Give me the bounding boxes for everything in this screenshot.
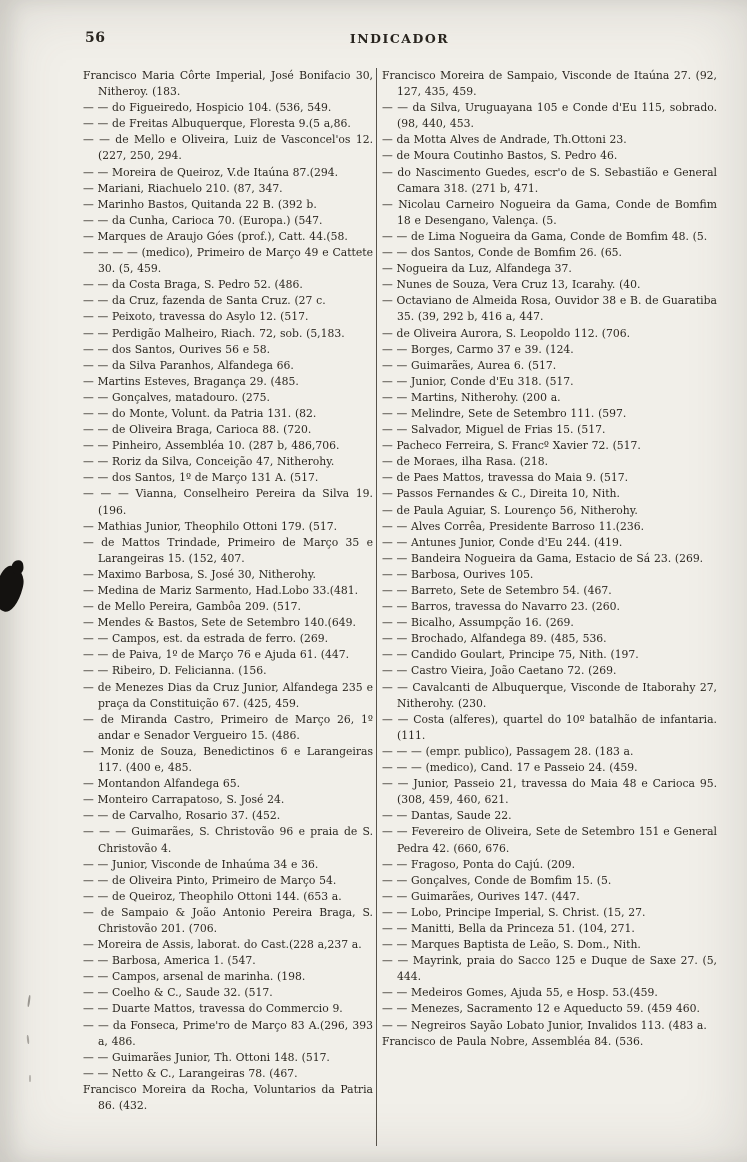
- index-entry: — — Dantas, Saude 22.: [382, 809, 512, 823]
- index-entry: — — Borges, Carmo 37 e 39. (124.: [382, 342, 574, 356]
- scan-speck: [27, 995, 31, 1007]
- index-entry: — — Bandeira Nogueira da Gama, Estacio de Sá 23. (269.: [382, 551, 704, 565]
- index-entry: Francisco Moreira de Sampaio, Visconde de Itaúna 27. (92, 127, 435, 459.: [382, 69, 717, 99]
- index-entry: — de Paula Aguiar, S. Lourenço 56, Nitherohy.: [382, 503, 638, 517]
- index-entry: — — Duarte Mattos, travessa do Commercio 9.: [83, 1002, 343, 1016]
- index-entry: — — — Guimarães, S. Christovão 96 e praia de S. Christovão 4.: [83, 825, 373, 855]
- index-entry: — — Barreto, Sete de Setembro 54. (467.: [382, 584, 612, 597]
- index-entry: — Nicolau Carneiro Nogueira da Gama, Conde de Bomfim 18 e Desengano, Valença. (5.: [382, 197, 717, 227]
- index-entry: — — Antunes Junior, Conde d'Eu 244. (419.: [382, 535, 623, 549]
- index-entry: — — da Silva, Uruguayana 105 e Conde d'Eu 115, sobrado. (98, 440, 453.: [382, 101, 717, 131]
- index-entry: — Moreira de Assis, laborat. do Cast.(228 a,237 a.: [83, 938, 362, 952]
- index-entry: — — Gonçalves, matadouro. (275.: [83, 390, 270, 404]
- index-entry: — — Negreiros Sayão Lobato Junior, Invalidos 113. (483 a.: [382, 1018, 707, 1032]
- ink-blot-artifact: [0, 564, 27, 615]
- index-entry: — — de Queiroz, Theophilo Ottoni 144. (653 a.: [83, 889, 342, 903]
- index-entry: — — Cavalcanti de Albuquerque, Visconde de Itaborahy 27, Nitherohy. (230.: [382, 680, 717, 710]
- index-entry: — de Miranda Castro, Primeiro de Março 26, 1º andar e Senador Vergueiro 15. (486.: [83, 712, 373, 742]
- left-column: [83, 68, 373, 1146]
- index-entry: — — — (empr. publico), Passagem 28. (183 a.: [382, 744, 634, 758]
- index-entry: — — Guimarães, Ourives 147. (447.: [382, 889, 580, 903]
- index-entry: — de Sampaio & João Antonio Pereira Braga, S. Christovão 201. (706.: [83, 905, 373, 935]
- index-entry: Francisco Moreira da Rocha, Voluntarios da Patria 86. (432.: [83, 1082, 373, 1112]
- index-entry: — — de Freitas Albuquerque, Floresta 9.(5 a,86.: [83, 117, 351, 131]
- index-entry: — — Junior, Passeio 21, travessa do Maia 48 e Carioca 95. (308, 459, 460, 621.: [382, 777, 717, 807]
- index-entry: — Mariani, Riachuelo 210. (87, 347.: [83, 181, 283, 195]
- index-entry: — — Guimarães Junior, Th. Ottoni 148. (517.: [83, 1050, 330, 1064]
- text-columns: [83, 68, 717, 1146]
- index-entry: — — Moreira de Queiroz, V.de Itaúna 87.(294.: [83, 165, 339, 179]
- index-entry: — Monteiro Carrapatoso, S. José 24.: [83, 793, 285, 807]
- index-entry: — — — (medico), Cand. 17 e Passeio 24. (459.: [382, 761, 638, 775]
- index-entry: — — dos Santos, Conde de Bomfim 26. (65.: [382, 246, 622, 260]
- index-entry: — — Campos, arsenal de marinha. (198.: [83, 970, 306, 984]
- index-entry: — Nogueira da Luz, Alfandega 37.: [382, 262, 572, 276]
- index-entry: — — Bicalho, Assumpção 16. (269.: [382, 616, 574, 630]
- index-entry: — — Alves Corrêa, Presidente Barroso 11.(236.: [382, 519, 645, 533]
- index-entry: — — de Paiva, 1º de Março 76 e Ajuda 61. (447.: [83, 648, 350, 662]
- index-entry: — — Mayrink, praia do Sacco 125 e Duque de Saxe 27. (5, 444.: [382, 954, 717, 984]
- index-entry: — do Nascimento Guedes, escr'o de S. Sebastião e General Camara 318. (271 b, 471.: [382, 165, 717, 195]
- index-entry: — Marques de Araujo Góes (prof.), Catt. 44.(58.: [83, 229, 348, 243]
- index-entry: — — de Mello e Oliveira, Luiz de Vasconcel'os 12. (227, 250, 294.: [83, 133, 373, 163]
- right-column: [377, 68, 717, 1146]
- index-entry: — — Barros, travessa do Navarro 23. (260.: [382, 600, 620, 614]
- index-entry: — — da Silva Paranhos, Alfandega 66.: [83, 358, 294, 372]
- index-entry: — — Fevereiro de Oliveira, Sete de Setembro 151 e General Pedra 42. (660, 676.: [382, 825, 717, 855]
- index-entry: — — Perdigão Malheiro, Riach. 72, sob. (5,183.: [83, 326, 345, 340]
- index-entry: — — — Vianna, Conselheiro Pereira da Silva 19. (196.: [83, 487, 373, 517]
- index-entry: — — Junior, Visconde de Inhaúma 34 e 36.: [83, 857, 319, 871]
- index-entry: — — Manitti, Bella da Princeza 51. (104, 271.: [382, 921, 635, 935]
- index-entry: — Marinho Bastos, Quitanda 22 B. (392 b.: [83, 197, 317, 211]
- index-entry: — — Pinheiro, Assembléa 10. (287 b, 486,706.: [83, 439, 340, 453]
- index-entry: — — Lobo, Principe Imperial, S. Christ. (15, 27.: [382, 905, 646, 919]
- index-entry: — — de Oliveira Braga, Carioca 88. (720.: [83, 423, 312, 437]
- index-entry: — Medina de Mariz Sarmento, Had.Lobo 33.(481.: [83, 584, 359, 597]
- index-entry: — — de Carvalho, Rosario 37. (452.: [83, 809, 281, 823]
- index-entry: — — Campos, est. da estrada de ferro. (269.: [83, 632, 329, 646]
- index-entry: Francisco Maria Côrte Imperial, José Bonifacio 30, Nitheroy. (183.: [83, 69, 373, 99]
- index-entry: — — da Costa Braga, S. Pedro 52. (486.: [83, 278, 303, 292]
- index-entry: — Passos Fernandes & C., Direita 10, Nith.: [382, 487, 620, 501]
- index-entry: — de Menezes Dias da Cruz Junior, Alfandega 235 e praça da Constituição 67. (425, 459.: [83, 680, 373, 710]
- index-entry: — — Martins, Nitherohy. (200 a.: [382, 390, 561, 404]
- index-entry: — — dos Santos, 1º de Março 131 A. (517.: [83, 471, 319, 485]
- index-entry: — Octaviano de Almeida Rosa, Ouvidor 38 e B. de Guaratiba 35. (39, 292 b, 416 a, 447.: [382, 294, 717, 324]
- index-entry: Francisco de Paula Nobre, Assembléa 84. (536.: [382, 1034, 644, 1048]
- index-entry: — — Barbosa, Ourives 105.: [382, 567, 534, 581]
- page-number: 56: [85, 30, 106, 46]
- index-entry: — — da Fonseca, Prime'ro de Março 83 A.(296, 393 a, 486.: [83, 1018, 373, 1048]
- index-entry: — da Motta Alves de Andrade, Th.Ottoni 23.: [382, 133, 627, 147]
- index-entry: — Pacheco Ferreira, S. Francº Xavier 72. (517.: [382, 439, 641, 453]
- running-title: INDICADOR: [349, 31, 450, 46]
- index-entry: — — Barbosa, America 1. (547.: [83, 954, 256, 968]
- index-entry: — — Brochado, Alfandega 89. (485, 536.: [382, 632, 607, 646]
- index-entry: — — Guimarães, Aurea 6. (517.: [382, 358, 557, 372]
- index-entry: — — Ribeiro, D. Felicianna. (156.: [83, 664, 267, 678]
- index-entry: — — da Cunha, Carioca 70. (Europa.) (547.: [83, 213, 323, 227]
- index-entry: — — do Figueiredo, Hospicio 104. (536, 549.: [83, 101, 332, 115]
- index-entry: — Martins Esteves, Bragança 29. (485.: [83, 374, 299, 388]
- index-entry: — — Castro Vieira, João Caetano 72. (269.: [382, 664, 617, 678]
- index-entry: — — Coelho & C., Saude 32. (517.: [83, 986, 273, 1000]
- index-entry: — de Mello Pereira, Gambôa 209. (517.: [83, 600, 301, 614]
- index-entry: — — Candido Goulart, Principe 75, Nith. (197.: [382, 648, 639, 662]
- index-entry: — Mathias Junior, Theophilo Ottoni 179. (517.: [83, 519, 338, 533]
- index-entry: — — Marques Baptista de Leão, S. Dom., Nith.: [382, 938, 641, 952]
- index-entry: — — Menezes, Sacramento 12 e Aqueducto 59. (459 460.: [382, 1002, 700, 1016]
- index-entry: — — Junior, Conde d'Eu 318. (517.: [382, 374, 574, 388]
- index-entry: — Moniz de Souza, Benedictinos 6 e Larangeiras 117. (400 e, 485.: [83, 744, 373, 775]
- index-entry: — — Gonçalves, Conde de Bomfim 15. (5.: [382, 873, 612, 887]
- index-entry: — — dos Santos, Ourives 56 e 58.: [83, 342, 271, 356]
- index-entry: — — — — (medico), Primeiro de Março 49 e Cattete 30. (5, 459.: [83, 246, 373, 276]
- index-entry: — — de Lima Nogueira da Gama, Conde de Bomfim 48. (5.: [382, 229, 708, 243]
- index-entry: — Mendes & Bastos, Sete de Setembro 140.(649.: [83, 616, 356, 630]
- index-entry: — de Paes Mattos, travessa do Maia 9. (517.: [382, 471, 629, 485]
- page-header: [85, 28, 714, 54]
- index-entry: — — da Cruz, fazenda de Santa Cruz. (27 c.: [83, 294, 326, 308]
- index-entry: — — Peixoto, travessa do Asylo 12. (517.: [83, 310, 309, 324]
- index-entry: — — Netto & C., Larangeiras 78. (467.: [83, 1066, 298, 1080]
- index-entry: — Montandon Alfandega 65.: [83, 777, 241, 791]
- index-entry: — — Salvador, Miguel de Frias 15. (517.: [382, 423, 606, 437]
- index-entry: — de Moraes, ilha Rasa. (218.: [382, 455, 549, 469]
- index-entry: — de Oliveira Aurora, S. Leopoldo 112. (706.: [382, 326, 631, 340]
- index-entry: — Nunes de Souza, Vera Cruz 13, Icarahy. (40.: [382, 278, 641, 292]
- index-entry: — de Moura Coutinho Bastos, S. Pedro 46.: [382, 149, 618, 163]
- scan-speck: [27, 1035, 30, 1044]
- index-entry: — — do Monte, Volunt. da Patria 131. (82.: [83, 406, 317, 420]
- index-entry: — de Mattos Trindade, Primeiro de Março 35 e Larangeiras 15. (152, 407.: [83, 535, 373, 565]
- index-entry: — — Melindre, Sete de Setembro 111. (597.: [382, 406, 627, 420]
- index-entry: — — Costa (alferes), quartel do 10º batalhão de infantaria. (111.: [382, 712, 717, 742]
- index-entry: — — de Oliveira Pinto, Primeiro de Março 54.: [83, 873, 337, 887]
- index-entry: — — Medeiros Gomes, Ajuda 55, e Hosp. 53.(459.: [382, 986, 658, 1000]
- scan-speck: [29, 1075, 31, 1082]
- index-entry: — — Fragoso, Ponta do Cajú. (209.: [382, 857, 576, 871]
- index-entry: — — Roriz da Silva, Conceição 47, Nitherohy.: [83, 455, 335, 469]
- index-entry: — Maximo Barbosa, S. José 30, Nitherohy.: [83, 567, 316, 581]
